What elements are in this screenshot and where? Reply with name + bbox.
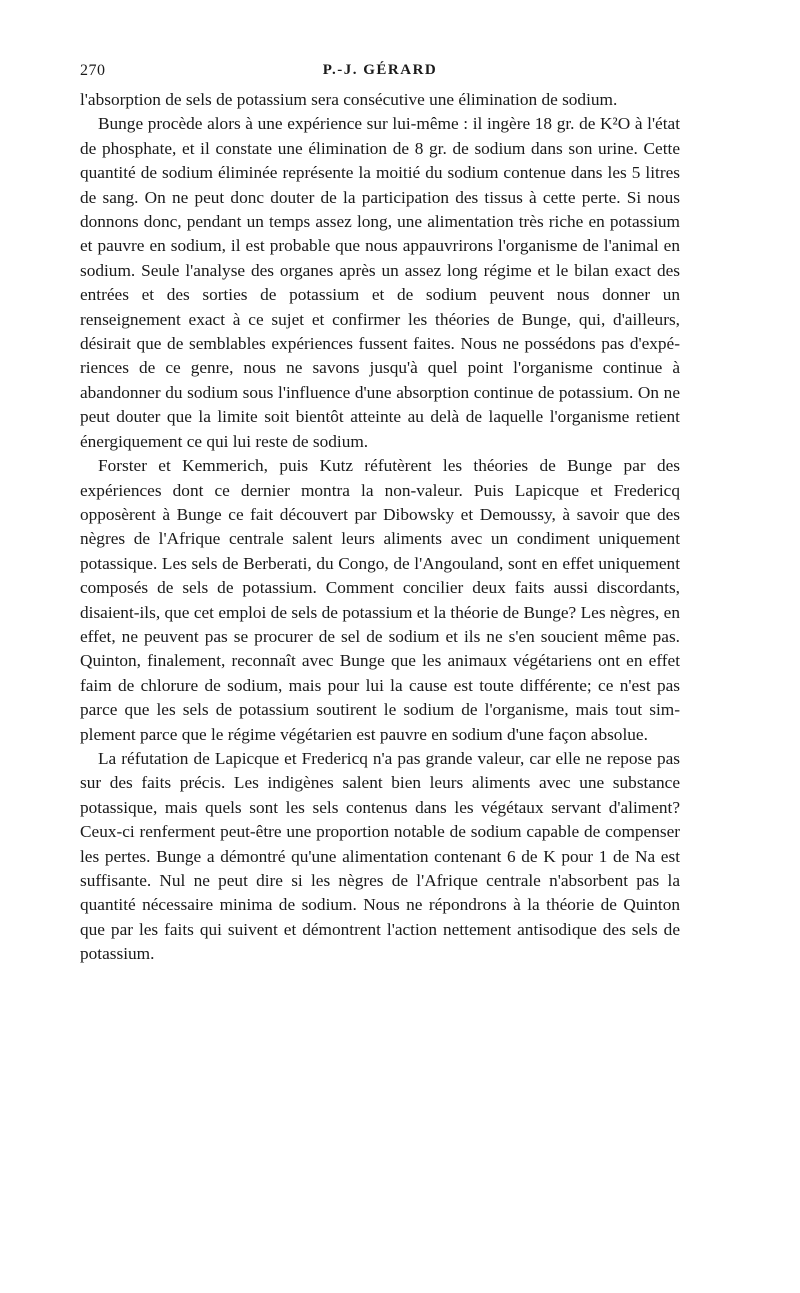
- paragraph-lapicque-fredericq: La réfutation de Lapicque et Fredericq n'a pas grande valeur, car elle ne repose pas sur des faits précis. Les indigènes salent bien leurs aliments avec une substance potassique, mais quels sont les sels contenus dans les végétaux servant d'aliment? Ceux-ci renferment peut-être une proportion notable de sodium capable de compenser les pertes. Bunge a démontré qu'une alimentation contenant 6 de K pour 1 de Na est suffisante. Nul ne peut dire si les nègres de l'Afrique centrale n'absorbent pas la quantité nécessaire minima de sodium. Nous ne répondrons à la théorie de Quinton que par les faits qui suivent et démontrent l'action nettement antisodique des sels de potassium.: [80, 748, 680, 964]
- document-page: [80, 62, 680, 967]
- page-header: [80, 62, 680, 88]
- running-head: P.-J. GÉRARD: [322, 62, 438, 78]
- page-number: 270: [80, 62, 106, 79]
- body-text: [80, 88, 680, 967]
- paragraph-bunge-experiment: Bunge procède alors à une expérience sur lui-même : il ingère 18 gr. de K²O à l'état de phosphate, et il constate une élimination de 8 gr. de sodium dans son urine. Cette quantité de sodium éliminée représente la moitié du sodium contenue dans les 5 litres de sang. On ne peut donc douter de la participation des tissus à cette perte. Si nous donnons donc, pendant un temps assez long, une alimentation très riche en potassium et pauvre en sodium, il est probable que nous appauvrirons l'organisme de l'animal en sodium. Seule l'analyse des organes après un assez long régime et le bilan exact des entrées et des sorties de potassium et de sodium peuvent nous donner un renseignement exact à ce sujet et confirmer les théories de Bunge, qui, d'ailleurs, désirait que de semblables expériences fussent faites. Nous ne possédons pas d'expériences de ce genre, nous ne savons jusqu'à quel point l'organisme continue à abandonner du sodium sous l'influence d'une absorption continue de potassium. On ne peut douter que la limite soit bientôt atteinte au delà de laquelle l'organisme retient énergiquement ce qui lui reste de sodium.: [80, 114, 680, 451]
- paragraph-refutations: Forster et Kemmerich, puis Kutz réfutèrent les théories de Bunge par des expériences dont ce dernier montra la non-valeur. Puis Lapicque et Fredericq opposèrent à Bunge ce fait découvert par Dibowsky et Demoussy, à savoir que des nègres de l'Afrique centrale salent leurs aliments avec un condiment uniquement potassique. Les sels de Berberati, du Congo, de l'Angouland, sont en effet uniquement composés de sels de potassium. Comment concilier deux faits aussi discordants, disaient-ils, que cet emploi de sels de potassium et la théorie de Bunge? Les nègres, en effet, ne peuvent pas se procurer de sel de sodium et ils ne s'en soucient même pas. Quinton, finalement, reconnaît avec Bunge que les animaux végétariens ont en effet faim de chlorure de sodium, mais pour lui la cause est toute différente; ce n'est pas parce que les sels de potassium soutirent le sodium de l'organisme, mais tout simplement parce que le régime végétarien est pauvre en sodium d'une façon absolue.: [80, 456, 680, 744]
- paragraph-continuation: l'absorption de sels de potassium sera consécutive une élimination de sodium.: [80, 90, 618, 109]
